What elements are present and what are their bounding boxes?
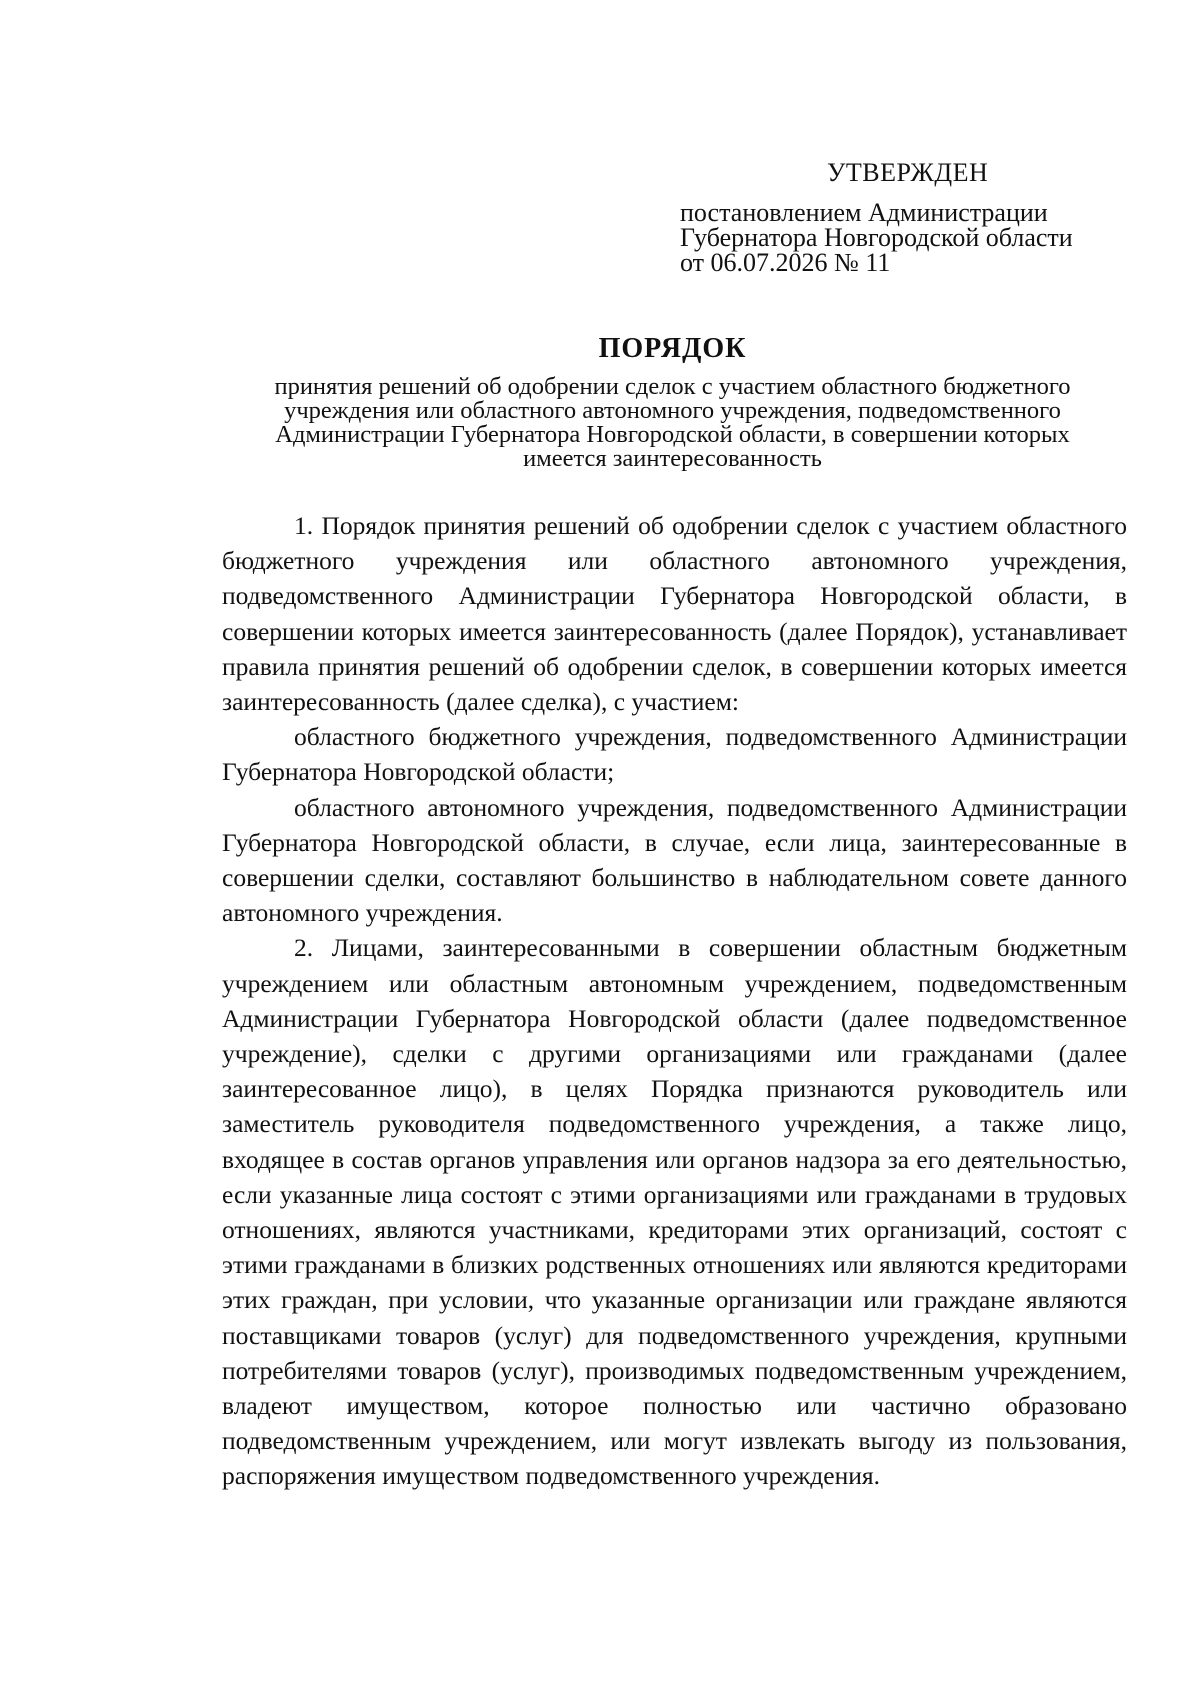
approval-stamp-block	[680, 158, 1140, 275]
document-subtitle-line-2: учреждения или областного автономного учреждения, подведомственного	[284, 397, 1061, 424]
document-subtitle-line-3: Администрации Губернатора Новгородской области, в совершении которых	[275, 421, 1070, 448]
document-body	[222, 508, 1127, 1494]
document-title-block	[200, 333, 1145, 471]
approval-line-resolution: постановлением Администрации	[680, 198, 1048, 227]
document-subtitle-line-4: имеется заинтересованность	[523, 445, 822, 472]
paragraph-2-interested-persons: 2. Лицами, заинтересованными в совершении областным бюджетным учреждением или областным автономным учреждением, подведомственным Администрации Губернатора Новгородской области (далее подведомственное учреждение), сделки с другими организациями или гражданами (далее заинтересованное лицо), в целях Порядка признаются руководитель или заместитель руководителя подведомственного учреждения, а также лицо, входящее в состав органов управления или органов надзора за его деятельностью, если указанные лица состоят с этими организациями или гражданами в трудовых отношениях, являются участниками, кредиторами этих организаций, состоят с этими гражданами в близких родственных отношениях или являются кредиторами этих граждан, при условии, что указанные организации или граждане являются поставщиками товаров (услуг) для подведомственного учреждения, крупными потребителями товаров (услуг), производимых подведомственным учреждением, владеют имуществом, которое полностью или частично образовано подведомственным учреждением, или могут извлекать выгоду из пользования, распоряжения имуществом подведомственного учреждения.	[222, 933, 1127, 1491]
approval-heading: УТВЕРЖДЕН	[827, 158, 989, 187]
approval-line-date-number: от 06.07.2026 № 11	[680, 248, 891, 277]
paragraph-autonomous-institution: областного автономного учреждения, подведомственного Администрации Губернатора Новгородской области, в случае, если лица, заинтересованные в совершении сделки, составляют большинство в наблюдательном совете данного автономного учреждения.	[222, 792, 1127, 928]
approval-line-authority: Губернатора Новгородской области	[680, 223, 1073, 252]
paragraph-budget-institution: областного бюджетного учреждения, подведомственного Администрации Губернатора Новгородской области;	[222, 722, 1127, 787]
document-title: ПОРЯДОК	[598, 333, 747, 364]
document-subtitle-line-1: принятия решений об одобрении сделок с участием областного бюджетного	[274, 373, 1071, 400]
paragraph-1-scope: 1. Порядок принятия решений об одобрении сделок с участием областного бюджетного учреждения или областного автономного учреждения, подведомственного Администрации Губернатора Новгородской области, в совершении которых имеется заинтересованность (далее Порядок), устанавливает правила принятия решений об одобрении сделок, в совершении которых имеется заинтересованность (далее сделка), с участием:	[222, 511, 1127, 717]
